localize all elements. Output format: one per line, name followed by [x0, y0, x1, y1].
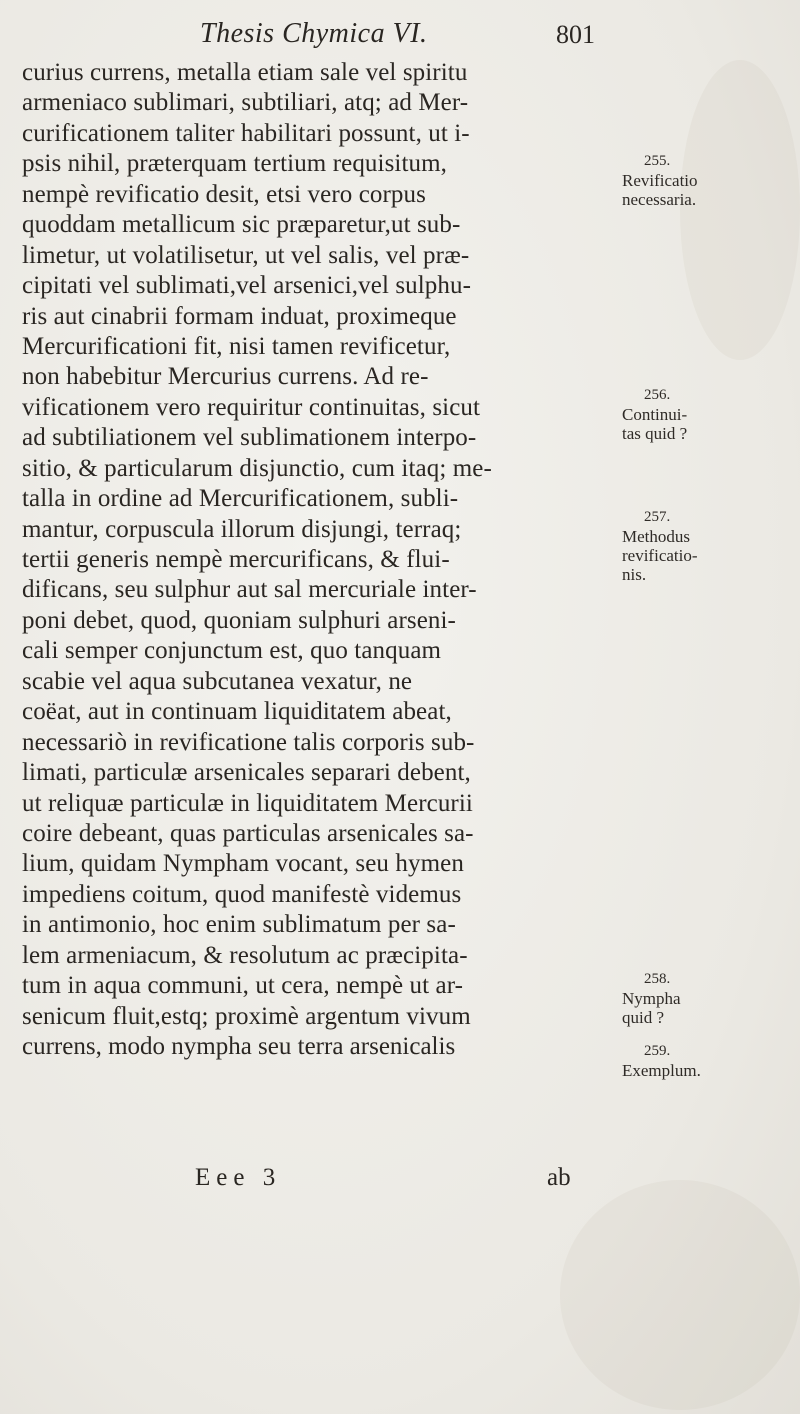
text-line: currens, modo nympha seu terra arsenicalis	[22, 1033, 456, 1060]
margin-note-number: 257.	[644, 509, 671, 525]
text-line: cipitati vel sublimati,vel arsenici,vel sulphu-	[22, 272, 472, 300]
margin-note-line: revificatio-	[622, 546, 698, 565]
margin-note-line: Methodus	[622, 527, 690, 546]
text-line: quoddam metallicum sic præparetur,ut sub-	[22, 211, 461, 239]
margin-note-line: nis.	[622, 565, 647, 584]
margin-note-number: 258.	[644, 971, 671, 987]
text-line: ris aut cinabrii formam induat, proximeque	[22, 302, 457, 330]
margin-note-line: quid ?	[622, 1008, 665, 1027]
text-line: psis nihil, præterquam tertium requisitum,	[22, 150, 447, 178]
text-line: curius currens, metalla etiam sale vel spiritu	[22, 59, 468, 86]
margin-note-number: 255.	[644, 153, 671, 169]
text-line: talla in ordine ad Mercurificationem, subli-	[22, 485, 459, 513]
body-text	[22, 58, 542, 1062]
margin-note	[622, 508, 800, 584]
margin-note-number: 259.	[644, 1043, 671, 1059]
catchline	[195, 1164, 655, 1196]
paper-stain	[680, 60, 800, 360]
margin-note-line: Revificatio	[622, 171, 698, 190]
text-line: sitio, & particularum disjunctio, cum itaq; me-	[22, 454, 492, 482]
margin-note	[622, 1042, 800, 1080]
text-line: lium, quidam Nympham vocant, seu hymen	[22, 850, 464, 878]
text-line: non habebitur Mercurius currens. Ad re-	[22, 363, 429, 391]
text-line: ad subtiliationem vel sublimationem interpo-	[22, 424, 477, 452]
margin-note	[622, 152, 800, 209]
text-line: impediens coitum, quod manifestè videmus	[22, 880, 462, 908]
margin-note-line: tas quid ?	[622, 424, 688, 443]
text-line: necessariò in revificatione talis corporis sub-	[22, 728, 475, 756]
margin-note-line: Nympha	[622, 989, 681, 1008]
catchword: ab	[547, 1164, 571, 1191]
margin-note-line: Exemplum.	[622, 1061, 701, 1080]
text-line: limetur, ut volatilisetur, ut vel salis, vel præ-	[22, 241, 470, 269]
text-line: nempè revificatio desit, etsi vero corpus	[22, 180, 426, 208]
text-line: scabie vel aqua subcutanea vexatur, ne	[22, 667, 413, 695]
text-line: coëat, aut in continuam liquiditatem abeat,	[22, 698, 452, 726]
text-line: in antimonio, hoc enim sublimatum per sa-	[22, 911, 456, 939]
text-line: tum in aqua communi, ut cera, nempè ut ar-	[22, 972, 464, 1000]
text-line: tertii generis nempè mercurificans, & flui-	[22, 546, 450, 573]
margin-note	[622, 970, 800, 1027]
margin-note-line: Continui-	[622, 405, 688, 424]
text-line: coire debeant, quas particulas arsenicales sa-	[22, 819, 474, 847]
paper-stain	[560, 1180, 800, 1410]
text-line: limati, particulæ arsenicales separari debent,	[22, 759, 471, 787]
text-line: dificans, seu sulphur aut sal mercuriale inter-	[22, 576, 477, 604]
text-line: cali semper conjunctum est, quo tanquam	[22, 637, 442, 665]
text-line: senicum fluit,estq; proximè argentum vivum	[22, 1002, 471, 1030]
text-line: vificationem vero requiritur continuitas, sicut	[22, 393, 481, 421]
text-line: curificationem taliter habilitari possunt, ut i-	[22, 119, 470, 147]
text-line: lem armeniacum, & resolutum ac præcipita-	[22, 941, 468, 969]
text-line: Mercurificationi fit, nisi tamen revificetur,	[22, 332, 451, 360]
text-line: poni debet, quod, quoniam sulphuri arseni-	[22, 606, 456, 634]
margin-note-number: 256.	[644, 387, 671, 403]
text-line: armeniaco sublimari, subtiliari, atq; ad Mer-	[22, 89, 469, 117]
running-title: Thesis Chymica VI.	[200, 18, 428, 49]
signature-mark: Eee 3	[195, 1164, 282, 1191]
text-line: mantur, corpuscula illorum disjungi, terraq;	[22, 515, 462, 543]
text-line: ut reliquæ particulæ in liquiditatem Mercurii	[22, 789, 473, 817]
margin-note-line: necessaria.	[622, 190, 697, 209]
margin-note	[622, 386, 800, 443]
page-number: 801	[556, 20, 595, 49]
running-head	[0, 18, 800, 58]
